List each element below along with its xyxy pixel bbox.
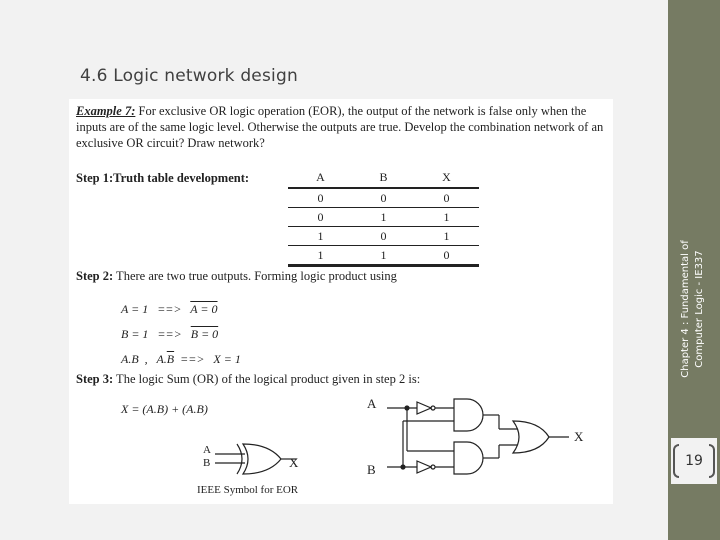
example-text: For exclusive OR logic operation (EOR), the output of the network is false only when the inputs are of the same logic level. Otherwise the outputs are true. Develop the combination network of an exclusive OR circuit? Draw network? (76, 104, 604, 150)
logic-diagrams (69, 99, 613, 504)
math-text-negated: B = 0 (190, 327, 219, 341)
symbol-label-x: X (289, 455, 299, 470)
circuit-label-x: X (574, 429, 584, 444)
circuit-label-b: B (367, 462, 376, 477)
math-text: A = 1 ==> (121, 302, 191, 316)
circuit-label-a: A (367, 396, 377, 411)
cell: 1 (288, 246, 353, 266)
step-2-text: There are two true outputs. Forming logic product using (113, 269, 397, 283)
cell: 1 (288, 227, 353, 246)
math-text-negated: A = 0 (190, 302, 218, 316)
step-3-label: Step 3: (76, 372, 114, 386)
symbol-label-a: A (203, 444, 211, 456)
header-x: X (414, 168, 479, 188)
cell: 0 (288, 188, 353, 208)
symbol-caption: IEEE Symbol for EOR (197, 484, 299, 496)
step-1-text: Truth table development: (113, 171, 250, 185)
math-text-negated: $\overline{B}$ (166, 352, 175, 366)
math-text: B = 1 ==> (121, 327, 191, 341)
symbol-label-b: B (203, 457, 211, 469)
cell: 0 (353, 227, 414, 246)
cell: 1 (353, 208, 414, 227)
slide-title: 4.6 Logic network design (80, 66, 298, 86)
sidebar-chapter-text (679, 159, 709, 459)
example-label: Example 7: (76, 104, 136, 118)
step-2-label: Step 2: (76, 269, 114, 283)
page-number: 19 (671, 438, 717, 484)
logic-sum-expression: X = (A.B) + (A.B) (121, 402, 208, 416)
cell: 1 (414, 227, 479, 246)
step-3-text: The logic Sum (OR) of the logical product given in step 2 is: (113, 372, 421, 386)
xor-circuit-icon (387, 399, 569, 474)
header-a: A (288, 168, 353, 188)
math-text: ==> X = 1 (174, 352, 241, 366)
sidebar-line-2: Computer Logic - IE337 (694, 250, 705, 368)
cell: 0 (414, 246, 479, 266)
header-b: B (353, 168, 414, 188)
step-1-label: Step 1: (76, 171, 114, 185)
content-panel (69, 99, 613, 504)
cell: 1 (414, 208, 479, 227)
cell: 0 (414, 188, 479, 208)
cell: 1 (353, 246, 414, 266)
cell: 0 (288, 208, 353, 227)
sidebar-line-1: Chapter 4 : Fundamental of (680, 240, 691, 378)
eor-symbol-icon (215, 444, 297, 474)
math-text: A.B , A. (121, 352, 167, 366)
cell: 0 (353, 188, 414, 208)
